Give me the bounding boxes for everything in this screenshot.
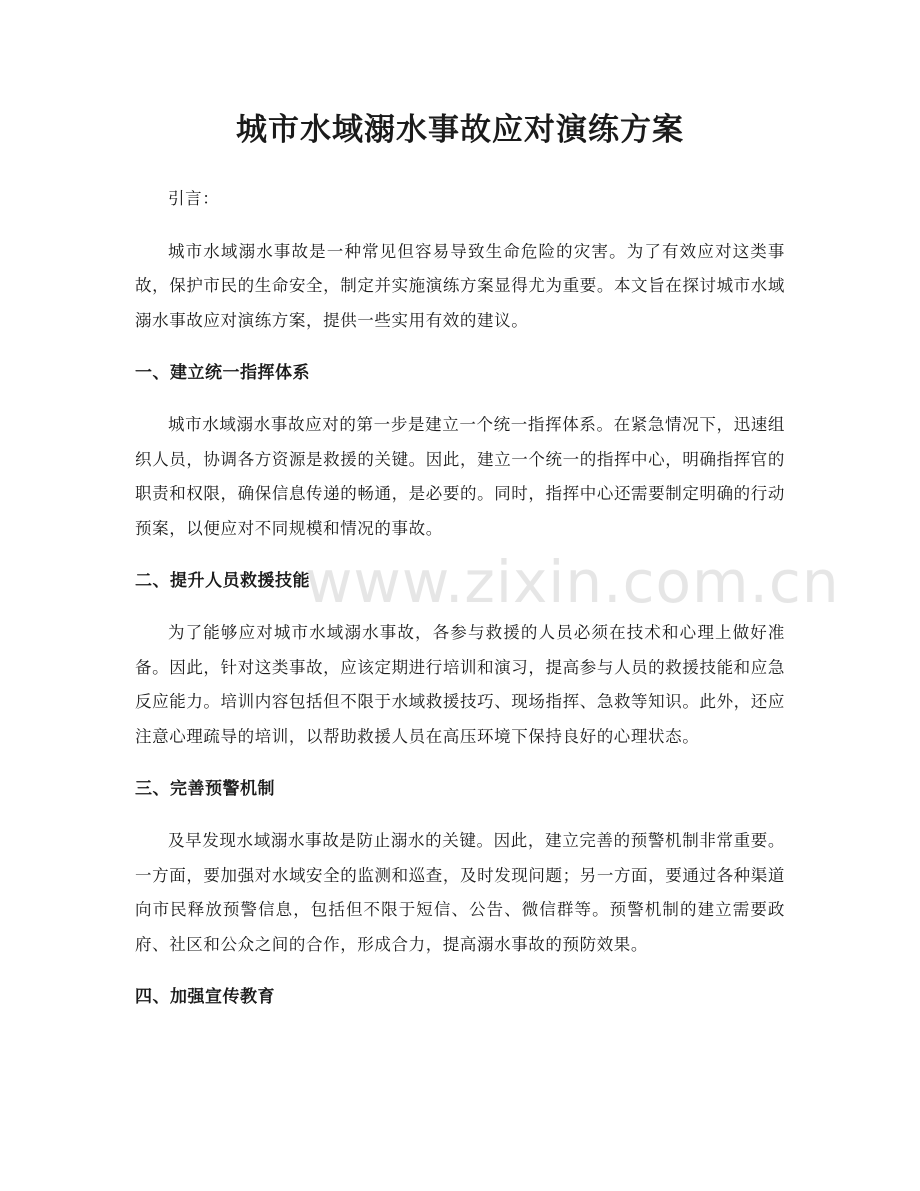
section-paragraph-3: 及早发现水域溺水事故是防止溺水的关键。因此，建立完善的预警机制非常重要。一方面，要加强对水域安全的监测和巡查，及时发现问题；另一方面，要通过各种渠道向市民释放预警信息，包括但不限于短信、公告、微信群等。预警机制的建立需要政府、社区和公众之间的合作，形成合力，提高溺水事故的预防效果。: [135, 831, 785, 954]
document-body: [135, 182, 785, 1012]
section-heading-1: 一、建立统一指挥体系: [135, 363, 310, 383]
section-heading-3: 三、完善预警机制: [135, 779, 275, 799]
section-heading-2: 二、提升人员救援技能: [135, 571, 310, 591]
intro-paragraph: 城市水域溺水事故是一种常见但容易导致生命危险的灾害。为了有效应对这类事故，保护市民的生命安全，制定并实施演练方案显得尤为重要。本文旨在探讨城市水域溺水事故应对演练方案，提供一些实用有效的建议。: [135, 241, 785, 330]
section-heading-4: 四、加强宣传教育: [135, 987, 275, 1007]
document-title: 城市水域溺水事故应对演练方案: [236, 112, 684, 148]
section-paragraph-1: 城市水域溺水事故应对的第一步是建立一个统一指挥体系。在紧急情况下，迅速组织人员，协调各方资源是救援的关键。因此，建立一个统一的指挥中心，明确指挥官的职责和权限，确保信息传递的畅通，是必要的。同时，指挥中心还需要制定明确的行动预案，以便应对不同规模和情况的事故。: [135, 415, 785, 538]
section-paragraph-2: 为了能够应对城市水域溺水事故，各参与救援的人员必须在技术和心理上做好准备。因此，针对这类事故，应该定期进行培训和演习，提高参与人员的救援技能和应急反应能力。培训内容包括但不限于水域救援技巧、现场指挥、急救等知识。此外，还应注意心理疏导的培训，以帮助救援人员在高压环境下保持良好的心理状态。: [135, 623, 785, 746]
watermark: www.zixin.com.cn: [305, 548, 840, 616]
intro-label: 引言：: [168, 189, 220, 208]
